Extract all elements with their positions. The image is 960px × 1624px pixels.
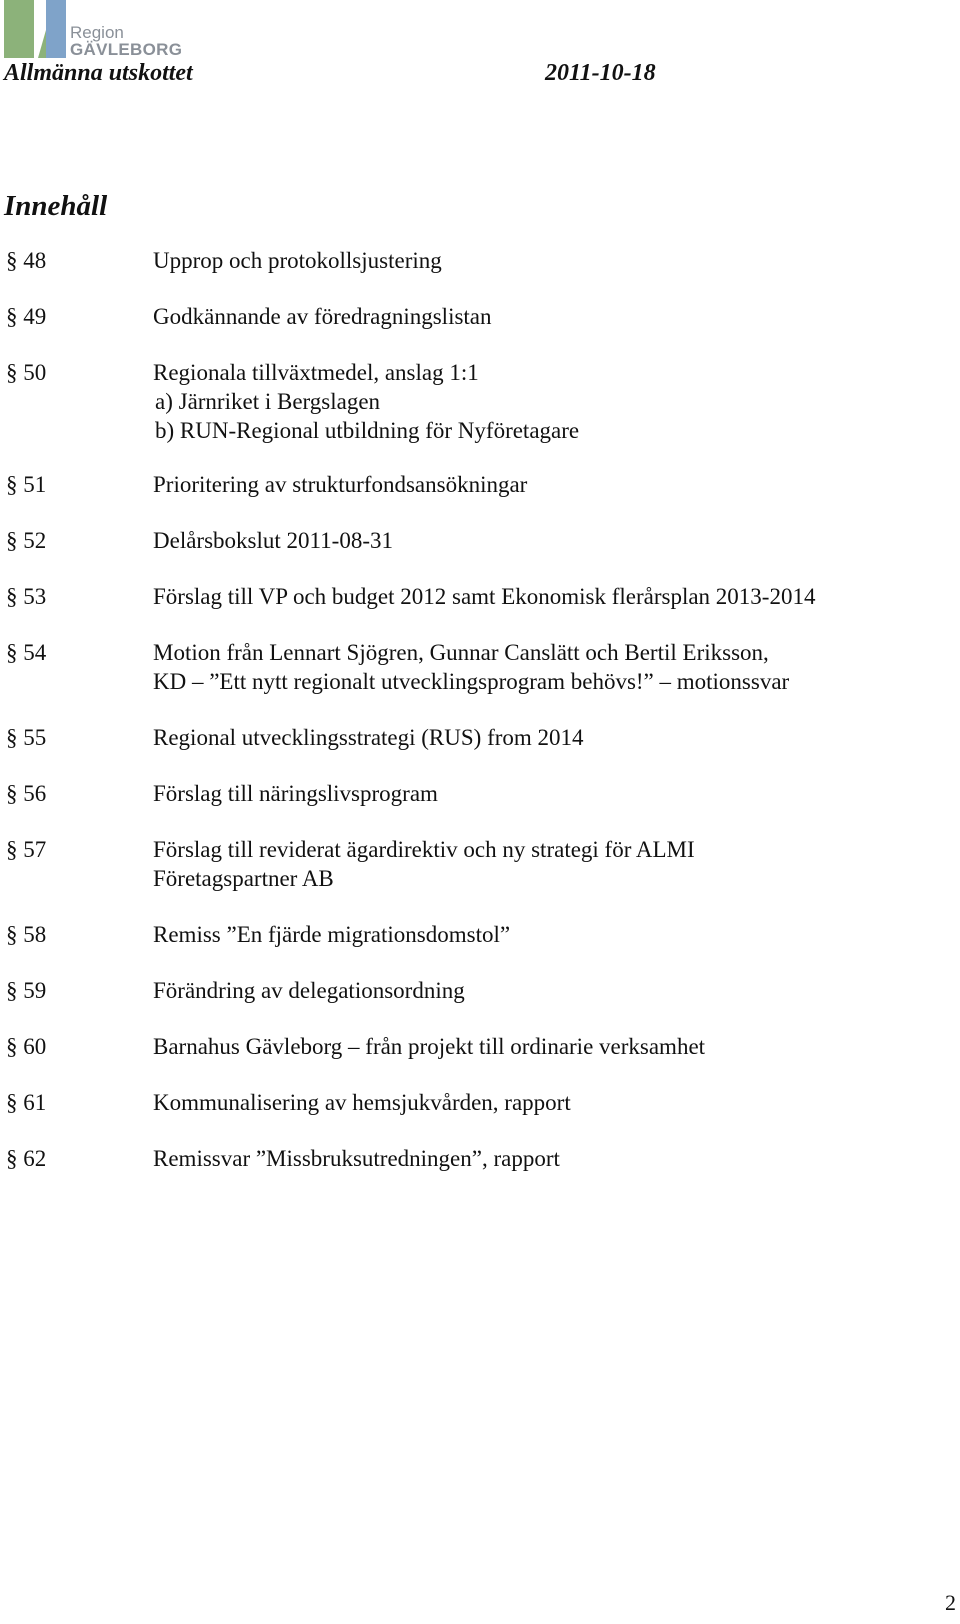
toc-item-text — [153, 779, 438, 808]
toc-item-line: Regional utvecklingsstrategi (RUS) from 2014 — [153, 725, 584, 750]
toc-item-text — [153, 920, 510, 949]
toc-item-line: Barnahus Gävleborg – från projekt till ordinarie verksamhet — [153, 1034, 706, 1059]
toc-item-line: a) Järnriket i Bergslagen — [155, 389, 381, 414]
toc-item-line: Regionala tillväxtmedel, anslag 1:1 — [153, 360, 479, 385]
toc-item-text — [153, 358, 579, 445]
toc-item-text — [153, 835, 695, 893]
toc-item-number: § 50 — [6, 360, 47, 385]
logo-name-text: GÄVLEBORG — [70, 40, 183, 59]
toc-item-line: Förslag till VP och budget 2012 samt Ekonomisk flerårsplan 2013-2014 — [153, 584, 816, 609]
logo-region-text: Region — [70, 23, 124, 42]
toc-item-number: § 62 — [6, 1146, 47, 1171]
toc-item-number: § 49 — [6, 304, 47, 329]
toc-item-number: § 55 — [6, 725, 47, 750]
toc-item-number: § 60 — [6, 1034, 47, 1059]
toc-item-line: Företagspartner AB — [153, 866, 334, 891]
committee-name: Allmänna utskottet — [4, 60, 193, 86]
toc-item-text — [153, 470, 527, 499]
toc-item-line: Motion från Lennart Sjögren, Gunnar Canslätt och Bertil Eriksson, — [153, 640, 769, 665]
toc-item-line: Förslag till näringslivsprogram — [153, 781, 438, 806]
toc-item-number: § 58 — [6, 922, 47, 947]
toc-item-number: § 56 — [6, 781, 47, 806]
toc-item-text — [153, 638, 789, 696]
toc-item-line: Godkännande av föredragningslistan — [153, 304, 492, 329]
toc-item-text — [153, 723, 584, 752]
toc-item-number: § 52 — [6, 528, 47, 553]
toc-item-text — [153, 1088, 571, 1117]
toc-item-number: § 59 — [6, 978, 47, 1003]
toc-item-number: § 51 — [6, 472, 47, 497]
toc-item-number: § 61 — [6, 1090, 47, 1115]
page-number: 2 — [945, 1590, 956, 1615]
toc-item-line: Remiss ”En fjärde migrationsdomstol” — [153, 922, 511, 947]
toc-item-line: Förslag till reviderat ägardirektiv och ny strategi för ALMI — [153, 837, 695, 862]
toc-item-text — [153, 1032, 705, 1061]
toc-item-line: Kommunalisering av hemsjukvården, rapport — [153, 1090, 571, 1115]
logo-mark-icon — [4, 0, 66, 60]
toc-item-number: § 54 — [6, 640, 47, 665]
toc-item-number: § 48 — [6, 248, 47, 273]
toc-item-line: Prioritering av strukturfondsansökningar — [153, 472, 528, 497]
toc-item-text — [153, 976, 465, 1005]
toc-item-text — [153, 582, 815, 611]
toc-item-text — [153, 302, 492, 331]
toc-item-line: Remissvar ”Missbruksutredningen”, rapport — [153, 1146, 560, 1171]
toc-item-line: Upprop och protokollsjustering — [153, 248, 442, 273]
toc-item-text — [153, 1144, 560, 1173]
toc-item-line: Delårsbokslut 2011-08-31 — [153, 528, 393, 553]
toc-item-line: Förändring av delegationsordning — [153, 978, 465, 1003]
toc-item-line: b) RUN-Regional utbildning för Nyföretagare — [155, 418, 580, 443]
toc-title: Innehåll — [4, 190, 108, 222]
toc-item-line: KD – ”Ett nytt regionalt utvecklingsprogram behövs!” – motionssvar — [153, 669, 790, 694]
toc-item-number: § 57 — [6, 837, 47, 862]
meeting-date: 2011-10-18 — [545, 60, 656, 86]
toc-item-number: § 53 — [6, 584, 47, 609]
toc-item-text — [153, 526, 393, 555]
region-gavleborg-logo — [4, 0, 183, 60]
toc-item-text — [153, 246, 442, 275]
